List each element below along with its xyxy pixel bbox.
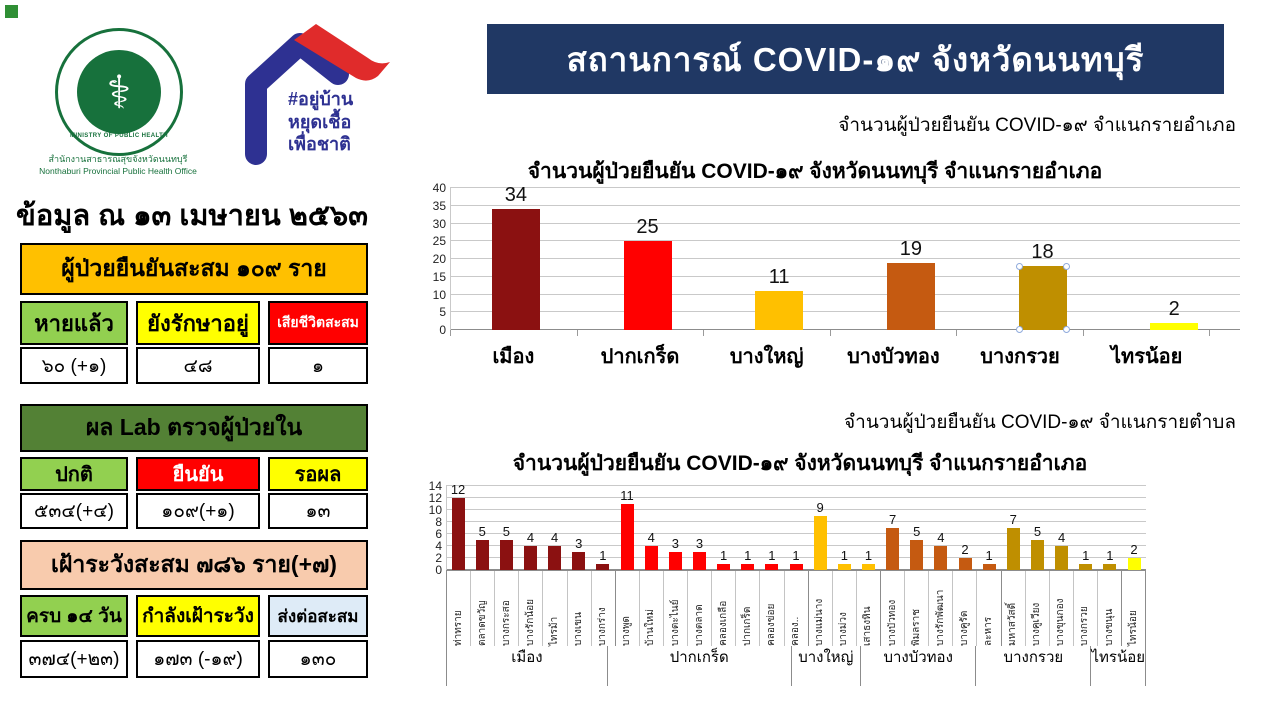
bar-slot: [856, 486, 880, 570]
subdistrict-label: คลองข่อย: [765, 603, 777, 646]
subdistrict-label-cell: [1002, 571, 1026, 646]
district-group-cell: [976, 646, 1091, 686]
y-axis-tick-label: 25: [432, 234, 446, 249]
bar-value-label: 4: [647, 530, 655, 545]
y-axis-tick-label: 15: [432, 269, 446, 284]
bar-value-label: 5: [1033, 524, 1042, 539]
subdistrict-label: บางขนุน: [1103, 608, 1115, 646]
bar-บางพูด[interactable]: [620, 488, 634, 570]
bar-ปากเกร็ด[interactable]: [624, 216, 672, 330]
bar-value-label: 1: [1082, 548, 1090, 563]
y-axis-tick-label: 12: [428, 491, 442, 505]
bar-slot: [760, 486, 784, 570]
bar-slot: [582, 188, 714, 330]
subdistrict-label: พิมลราช: [910, 608, 922, 646]
bar-value-label: 3: [695, 536, 704, 551]
bar-value-label: 19: [899, 237, 922, 260]
bar-value-label: 18: [1031, 241, 1054, 264]
subdistrict-label: บางบัวทอง: [886, 599, 898, 646]
subdistrict-label-cell: [471, 571, 495, 646]
bar-slot: [1108, 188, 1240, 330]
bar-ไทรน้อย[interactable]: [1150, 297, 1198, 330]
x-axis-label-บางกรวย: บางกรวย: [980, 346, 1060, 368]
bar-value-label: 11: [768, 265, 790, 288]
x-tick: [957, 330, 1084, 336]
bar-value-label: 4: [526, 530, 535, 545]
bar-value-label: 1: [744, 548, 752, 563]
subdistrict-label-cell: [760, 571, 784, 646]
subdistrict-bar-chart: [420, 479, 1160, 701]
subdistrict-label: ตลาดขวัญ: [476, 600, 488, 646]
bars-row: [446, 482, 1146, 570]
subdistrict-label-cell: [785, 571, 809, 646]
subdistrict-label: บางตลาด: [693, 604, 705, 646]
chart1-subtitle: จำนวนผู้ป่วยยืนยัน COVID-๑๙ จำแนกรายอำเภอ: [838, 115, 1236, 136]
bar-slot: [977, 188, 1109, 330]
bar-slot: [1098, 486, 1122, 570]
district-group-label-ไทรน้อย: ไทรน้อย: [1091, 649, 1145, 666]
bar-บางแม่นาง[interactable]: [814, 500, 827, 570]
referred-value: ๑๓๐: [268, 640, 368, 678]
subdistrict-label: บางพูด: [621, 616, 633, 646]
subdistrict-label-cell: [1074, 571, 1098, 646]
bar-value-label: 25: [636, 216, 659, 239]
x-tick: [1084, 330, 1211, 336]
bar-value-label: 12: [450, 482, 466, 497]
bar-value-label: 1: [768, 548, 776, 563]
bar-slot: [518, 486, 542, 570]
subdistrict-label: บางแม่นาง: [814, 598, 826, 646]
bar-value-label: 5: [502, 524, 510, 539]
bar-value-label: 5: [478, 524, 486, 539]
bar-slot: [736, 486, 760, 570]
bar-slot: [977, 486, 1001, 570]
subdistrict-label: เสาธงหิน: [862, 606, 874, 646]
lab-confirmed-value: ๑๐๙(+๑): [136, 493, 260, 529]
subdistrict-label: ละหาร: [982, 616, 994, 646]
lab-pending-value: ๑๓: [268, 493, 368, 529]
bar-บางกรวย[interactable]: [1019, 241, 1067, 330]
subdistrict-label: บางขุนกอง: [1055, 598, 1067, 646]
subdistrict-label-cell: [592, 571, 616, 646]
moph-caption-english: Nonthaburi Provincial Public Health Office: [39, 166, 197, 176]
lab-confirmed-label: ยืนยัน: [136, 457, 260, 491]
x-tick: [831, 330, 958, 336]
subdistrict-label: ไทรม้า: [548, 616, 560, 646]
selection-handle[interactable]: [1016, 263, 1023, 270]
stay-home-slogan: #อยู่บ้าน หยุดเชื้อ เพื่อชาติ: [288, 89, 354, 154]
x-axis-label-บางบัวทอง: บางบัวทอง: [847, 346, 940, 368]
subdistrict-label-cell: [809, 571, 833, 646]
bar-value-label: 2: [961, 542, 969, 557]
subdistrict-label: บางกร่าง: [597, 607, 609, 646]
district-group-label-บางใหญ่: บางใหญ่: [798, 649, 854, 666]
bar-slot: [687, 486, 711, 570]
y-axis-tick-label: 10: [432, 287, 446, 302]
surveillance-panel: [20, 540, 368, 678]
bar-เมือง[interactable]: [492, 184, 540, 330]
bar-บางกระสอ[interactable]: [500, 524, 513, 570]
subdistrict-label-cell: [977, 571, 1001, 646]
y-axis-tick-label: 14: [428, 479, 442, 493]
subdistrict-label-cell: [568, 571, 592, 646]
recovered-value: ๖๐ (+๑): [20, 347, 128, 384]
bar-ไทรม้า[interactable]: [548, 530, 561, 570]
y-axis-tick-label: 20: [432, 252, 446, 266]
subdistrict-label-cell: [664, 571, 688, 646]
subdistrict-label-cell: [736, 571, 760, 646]
subdistrict-label-cell: [857, 571, 881, 646]
in-treatment-label: ยังรักษาอยู่: [136, 301, 260, 345]
bar-slot: [881, 486, 905, 570]
bar-พิมลราช[interactable]: [910, 524, 923, 570]
bar-slot: [1025, 486, 1049, 570]
subdistrict-label: บางกระสอ: [500, 600, 512, 646]
bar-slot: [1122, 486, 1146, 570]
bar-value-label: 3: [671, 536, 679, 551]
bar-slot: [905, 486, 929, 570]
bar-slot: [446, 482, 470, 570]
bar-value-label: 4: [1057, 530, 1066, 545]
bar-value-label: 9: [816, 500, 824, 515]
subdistrict-label: ท่าทราย: [452, 610, 464, 646]
subdistrict-label: ปากเกร็ด: [741, 606, 753, 646]
y-axis-tick-label: 4: [435, 539, 442, 553]
plot-area: [446, 482, 1146, 570]
bar-value-label: 1: [864, 548, 873, 563]
bar-slot: [450, 184, 582, 330]
subdistrict-label-cell: [640, 571, 664, 646]
bar-บางรักพัฒนา[interactable]: [934, 530, 947, 570]
x-axis-label-ปากเกร็ด: ปากเกร็ด: [600, 346, 680, 368]
x-tick: [450, 330, 578, 336]
y-axis-tick-label: 6: [435, 527, 442, 541]
completed-14days-label: ครบ ๑๔ วัน: [20, 595, 128, 637]
y-axis-tick-label: 30: [432, 216, 446, 231]
bar-บางเขน[interactable]: [572, 536, 585, 570]
bar-value-label: 11: [620, 488, 634, 503]
bar-slot: [494, 486, 518, 570]
bar-บางบัวทอง[interactable]: [886, 512, 899, 570]
bar-slot: [845, 188, 977, 330]
bar-value-label: 2: [1168, 297, 1180, 320]
bar-slot: [663, 486, 687, 570]
bar-บางใหญ่[interactable]: [755, 265, 803, 330]
subdistrict-label-cell: [495, 571, 519, 646]
subdistrict-label-cell: [1050, 571, 1074, 646]
bar-ท่าทราย[interactable]: [450, 482, 466, 570]
subdistrict-label: คลอง..: [790, 616, 802, 646]
subdistrict-label-cell: [905, 571, 929, 646]
chart1-title: จำนวนผู้ป่วยยืนยัน COVID-๑๙ จังหวัดนนทบุรี จำแนกรายอำเภอ: [527, 160, 1103, 183]
surveillance-header: เฝ้าระวังสะสม ๗๘๖ ราย(+๗): [20, 540, 368, 590]
subdistrict-label: บางรักพัฒนา: [934, 589, 946, 646]
subdistrict-label: บางตะไนย์: [669, 599, 681, 646]
district-group-cell: [861, 646, 976, 686]
bar-value-label: 5: [913, 524, 921, 539]
subdistrict-label-cell: [543, 571, 567, 646]
bar-value-label: 4: [937, 530, 945, 545]
y-axis-tick-label: 0: [439, 323, 446, 337]
bar-slot: [953, 486, 977, 570]
bar-ตลาดขวัญ[interactable]: [476, 524, 489, 570]
bar-slot: [470, 486, 494, 570]
subdistrict-label-cell: [881, 571, 905, 646]
confirmed-cases-panel: [20, 243, 368, 384]
x-axis-label-เมือง: เมือง: [492, 346, 535, 368]
bar-slot: [929, 486, 953, 570]
subdistrict-label: คลองเกลือ: [717, 600, 729, 646]
y-axis-tick-label: 10: [428, 503, 442, 517]
bar-บางตลาด[interactable]: [693, 536, 706, 570]
subdistrict-labels-row: [446, 570, 1146, 646]
subdistrict-label-cell: [1122, 571, 1146, 646]
moph-logo: [55, 28, 183, 156]
y-axis-tick-label: 8: [435, 515, 442, 529]
y-axis-tick-label: 35: [432, 198, 446, 213]
under-watch-value: ๑๗๓ (-๑๙): [136, 640, 260, 678]
plot-area: [450, 184, 1240, 330]
subdistrict-label-cell: [1098, 571, 1122, 646]
subdistrict-label: มหาสวัสดิ์: [1007, 602, 1019, 646]
bar-value-label: 4: [551, 530, 559, 545]
bar-slot: [1050, 486, 1074, 570]
lab-normal-value: ๕๓๔(+๔): [20, 493, 128, 529]
x-axis-label-ไทรน้อย: ไทรน้อย: [1111, 346, 1183, 368]
x-tick: [704, 330, 831, 336]
bar-บางรักน้อย[interactable]: [524, 530, 537, 570]
caduceus-icon: ⚕: [77, 50, 161, 134]
referred-label: ส่งต่อสะสม: [268, 595, 368, 637]
moph-ring-text: MINISTRY OF PUBLIC HEALTH: [70, 133, 168, 139]
bar-value-label: 7: [888, 512, 897, 527]
x-axis-label-บางใหญ่: บางใหญ่: [729, 346, 804, 368]
subdistrict-label: บางคูเวียง: [1031, 602, 1043, 646]
district-group-label-ปากเกร็ด: ปากเกร็ด: [669, 649, 729, 666]
completed-14days-value: ๓๗๔(+๒๓): [20, 640, 128, 678]
subdistrict-label-cell: [833, 571, 857, 646]
bar-slot: [1001, 486, 1025, 570]
subdistrict-label-cell: [688, 571, 712, 646]
deaths-label: เสียชีวิตสะสม: [268, 301, 368, 345]
bar-บางคูเวียง[interactable]: [1031, 524, 1044, 570]
bar-slot: [1074, 486, 1098, 570]
x-tick: [578, 330, 705, 336]
bar-value-label: 1: [719, 548, 728, 563]
district-group-cell: [792, 646, 862, 686]
lab-results-header: ผล Lab ตรวจผู้ป่วยใน: [20, 404, 368, 452]
bar-slot: [713, 188, 845, 330]
bar-บางตะไนย์[interactable]: [669, 536, 682, 570]
bar-slot: [591, 486, 615, 570]
y-axis: [420, 479, 446, 577]
subdistrict-label-cell: [929, 571, 953, 646]
chart2-subtitle: จำนวนผู้ป่วยยืนยัน COVID-๑๙ จำแนกรายตำบล: [844, 412, 1236, 433]
selection-handle[interactable]: [1063, 263, 1070, 270]
y-axis: [420, 181, 450, 337]
moph-caption: [8, 152, 228, 176]
district-group-label-บางกรวย: บางกรวย: [1003, 649, 1064, 666]
page-title: สถานการณ์ COVID-๑๙ จังหวัดนนทบุรี: [487, 24, 1224, 94]
subdistrict-label: ไทรน้อย: [1127, 610, 1139, 646]
y-axis-tick-label: 40: [432, 181, 446, 195]
corner-square-decoration: [5, 5, 18, 18]
bar-ไทรน้อย[interactable]: [1128, 542, 1141, 570]
lab-normal-label: ปกติ: [20, 457, 128, 491]
subdistrict-label-cell: [616, 571, 640, 646]
bar-value-label: 1: [599, 548, 607, 563]
bar-slot: [808, 486, 832, 570]
bar-value-label: 34: [504, 184, 527, 207]
district-group-cell: [446, 646, 608, 686]
bar-value-label: 3: [575, 536, 583, 551]
district-groups-row: [446, 646, 1146, 686]
bar-value-label: 1: [985, 548, 993, 563]
recovered-label: หายแล้ว: [20, 301, 128, 345]
y-axis-tick-label: 2: [435, 551, 442, 565]
subdistrict-label: บ้านใหม่: [645, 609, 657, 646]
y-axis-tick-label: 0: [435, 563, 442, 577]
subdistrict-label-cell: [446, 571, 471, 646]
x-axis-labels: [450, 340, 1210, 372]
subdistrict-label-cell: [712, 571, 736, 646]
lab-pending-label: รอผล: [268, 457, 368, 491]
bar-บางคูรัด[interactable]: [959, 542, 972, 570]
subdistrict-label-cell: [1026, 571, 1050, 646]
bar-slot: [567, 486, 591, 570]
district-group-label-เมือง: เมือง: [511, 649, 543, 666]
bar-value-label: 2: [1130, 542, 1138, 557]
bars-row: [450, 184, 1240, 330]
bar-slot: [543, 486, 567, 570]
bar-slot: [639, 486, 663, 570]
under-watch-label: กำลังเฝ้าระวัง: [136, 595, 260, 637]
district-group-cell: [1091, 646, 1146, 686]
district-bar-chart: [420, 181, 1210, 388]
bar-slot: [832, 486, 856, 570]
bar-บางบัวทอง[interactable]: [887, 237, 935, 330]
bar-บางขุนกอง[interactable]: [1055, 530, 1068, 570]
moph-caption-thai: สำนักงานสาธารณสุขจังหวัดนนทบุรี: [48, 154, 188, 164]
x-axis-ticks: [450, 330, 1210, 336]
district-group-label-บางบัวทอง: บางบัวทอง: [883, 649, 953, 666]
lab-results-panel: [20, 404, 368, 529]
bar-slot: [615, 486, 639, 570]
bar-slot: [784, 486, 808, 570]
bar-มหาสวัสดิ์[interactable]: [1007, 512, 1020, 570]
bar-value-label: 7: [1009, 512, 1017, 527]
bar-value-label: 1: [792, 548, 800, 563]
deaths-value: ๑: [268, 347, 368, 384]
data-as-of-date: ข้อมูล ณ ๑๓ เมษายน ๒๕๖๓: [16, 200, 369, 232]
y-axis-tick-label: 5: [439, 305, 446, 320]
subdistrict-label: บางรักน้อย: [524, 599, 536, 646]
bar-value-label: 1: [1106, 548, 1114, 563]
bar-value-label: 1: [840, 548, 848, 563]
bar-บ้านใหม่[interactable]: [645, 530, 658, 570]
subdistrict-label: บางม่วง: [838, 612, 850, 646]
subdistrict-label: บางคูรัด: [958, 610, 970, 646]
in-treatment-value: ๔๘: [136, 347, 260, 384]
subdistrict-label: บางกรวย: [1079, 606, 1091, 646]
bar-slot: [712, 486, 736, 570]
subdistrict-label-cell: [953, 571, 977, 646]
confirmed-cases-header: ผู้ป่วยยืนยันสะสม ๑๐๙ ราย: [20, 243, 368, 295]
chart2-title: จำนวนผู้ป่วยยืนยัน COVID-๑๙ จังหวัดนนทบุรี จำแนกรายอำเภอ: [512, 452, 1088, 475]
subdistrict-label: บางเขน: [573, 612, 585, 646]
subdistrict-label-cell: [519, 571, 543, 646]
district-group-cell: [608, 646, 792, 686]
